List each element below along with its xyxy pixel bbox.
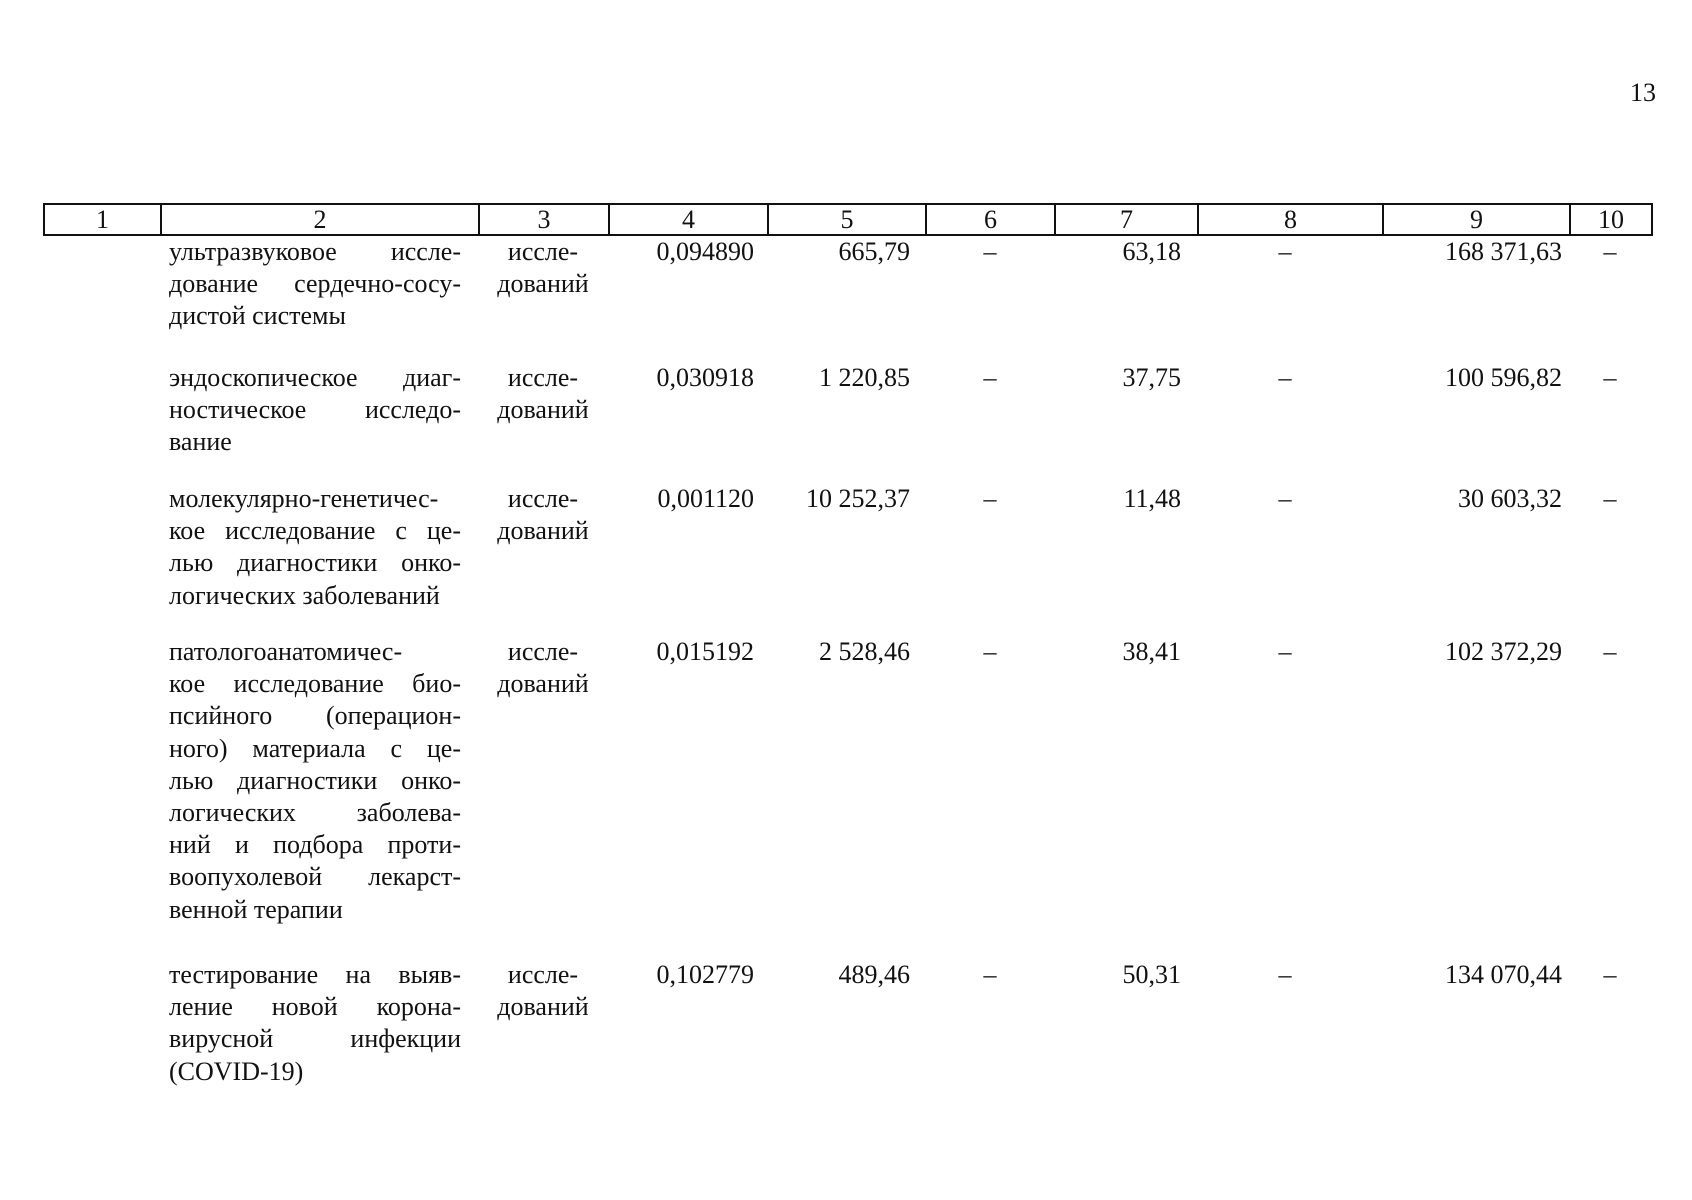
- service-name-line: лью диагностики онко-: [169, 548, 461, 578]
- column-4-value: 0,094890: [656, 237, 754, 266]
- service-name: [169, 959, 461, 1088]
- column-header-3: 3: [479, 204, 609, 235]
- column-header-1: 1: [44, 204, 161, 235]
- service-name-line: воопухолевой лекарст-: [169, 862, 461, 892]
- column-header-9: 9: [1383, 204, 1570, 235]
- column-10-value: –: [1603, 363, 1617, 392]
- service-name-line: тестирование на выяв-: [169, 960, 461, 989]
- column-7-value: 38,41: [1122, 637, 1181, 666]
- unit-of-measure: [488, 959, 598, 1023]
- unit-line: дований: [497, 669, 589, 699]
- column-8-value: –: [1278, 363, 1292, 392]
- column-5-value: 1 220,85: [819, 363, 910, 392]
- column-5-value: 2 528,46: [819, 637, 910, 666]
- column-header-5: 5: [768, 204, 926, 235]
- service-name-line: ление новой корона-: [169, 992, 461, 1022]
- service-name-line: кое исследование био-: [169, 669, 461, 699]
- service-name-line: лью диагностики онко-: [169, 765, 461, 795]
- service-name-line: ного) материала с це-: [169, 733, 461, 763]
- unit-of-measure: [488, 236, 598, 300]
- unit-line: дований: [497, 992, 589, 1022]
- service-name-line: вание: [169, 427, 232, 457]
- column-8-value: –: [1278, 484, 1292, 513]
- service-name-line: дование сердечно-сосу-: [169, 269, 461, 299]
- column-4-value: 0,015192: [656, 637, 754, 666]
- column-7-value: 37,75: [1122, 363, 1181, 392]
- column-header-6: 6: [926, 204, 1055, 235]
- service-name-line: логических заболеваний: [169, 580, 440, 610]
- service-name-line: кое исследование с це-: [169, 516, 461, 546]
- column-8-value: –: [1278, 960, 1292, 989]
- column-10-value: –: [1603, 484, 1617, 513]
- column-4-value: 0,102779: [656, 960, 754, 989]
- column-9-value: 168 371,63: [1445, 237, 1562, 266]
- column-5-value: 489,46: [838, 960, 910, 989]
- unit-line: дований: [497, 395, 589, 425]
- column-header-7: 7: [1055, 204, 1198, 235]
- service-name-line: логических заболева-: [169, 798, 461, 828]
- column-header-2: 2: [161, 204, 479, 235]
- service-name-line: псийного (операцион-: [169, 701, 461, 731]
- column-9-value: 134 070,44: [1445, 960, 1562, 989]
- column-10-value: –: [1603, 637, 1617, 666]
- unit-of-measure: [488, 362, 598, 426]
- column-6-value: –: [983, 960, 997, 989]
- column-4-value: 0,001120: [657, 484, 754, 513]
- column-header-8: 8: [1198, 204, 1383, 235]
- service-name-line: ний и подбора проти-: [169, 830, 461, 860]
- column-7-value: 11,48: [1123, 484, 1181, 513]
- unit-line: иссле-: [507, 363, 579, 392]
- service-name: [169, 483, 461, 612]
- column-9-value: 30 603,32: [1458, 484, 1562, 513]
- service-name: [169, 362, 461, 459]
- page-number: 13: [1630, 78, 1656, 107]
- column-6-value: –: [983, 484, 997, 513]
- unit-of-measure: [488, 636, 598, 700]
- service-name-line: (COVID-19): [169, 1056, 304, 1086]
- service-name: [169, 636, 461, 926]
- service-name-line: эндоскопическое диаг-: [169, 363, 461, 392]
- column-6-value: –: [983, 637, 997, 666]
- unit-line: иссле-: [507, 960, 579, 989]
- unit-line: дований: [497, 269, 589, 299]
- unit-line: иссле-: [507, 237, 579, 266]
- service-name-line: венной терапии: [169, 894, 343, 924]
- service-name-line: молекулярно-генетичес-: [169, 484, 439, 513]
- column-9-value: 102 372,29: [1445, 637, 1562, 666]
- column-8-value: –: [1278, 237, 1292, 266]
- column-8-value: –: [1278, 637, 1292, 666]
- unit-line: дований: [497, 516, 589, 546]
- column-7-value: 63,18: [1122, 237, 1181, 266]
- unit-line: иссле-: [507, 484, 579, 513]
- column-6-value: –: [983, 237, 997, 266]
- column-7-value: 50,31: [1122, 960, 1181, 989]
- column-9-value: 100 596,82: [1445, 363, 1562, 392]
- column-5-value: 10 252,37: [806, 484, 910, 513]
- service-name-line: патологоанатомичес-: [169, 637, 403, 666]
- column-6-value: –: [983, 363, 997, 392]
- service-name-line: ультразвуковое иссле-: [169, 237, 461, 266]
- service-name-line: ностическое исследо-: [169, 395, 461, 425]
- column-10-value: –: [1603, 960, 1617, 989]
- column-4-value: 0,030918: [656, 363, 754, 392]
- service-name: [169, 236, 461, 333]
- column-header-10: 10: [1570, 204, 1652, 235]
- column-10-value: –: [1603, 237, 1617, 266]
- service-name-line: дистой системы: [169, 301, 346, 331]
- unit-line: иссле-: [507, 637, 579, 666]
- unit-of-measure: [488, 483, 598, 547]
- column-header-4: 4: [609, 204, 768, 235]
- column-number-header: [43, 203, 1653, 236]
- column-5-value: 665,79: [838, 237, 910, 266]
- service-name-line: вирусной инфекции: [169, 1024, 461, 1054]
